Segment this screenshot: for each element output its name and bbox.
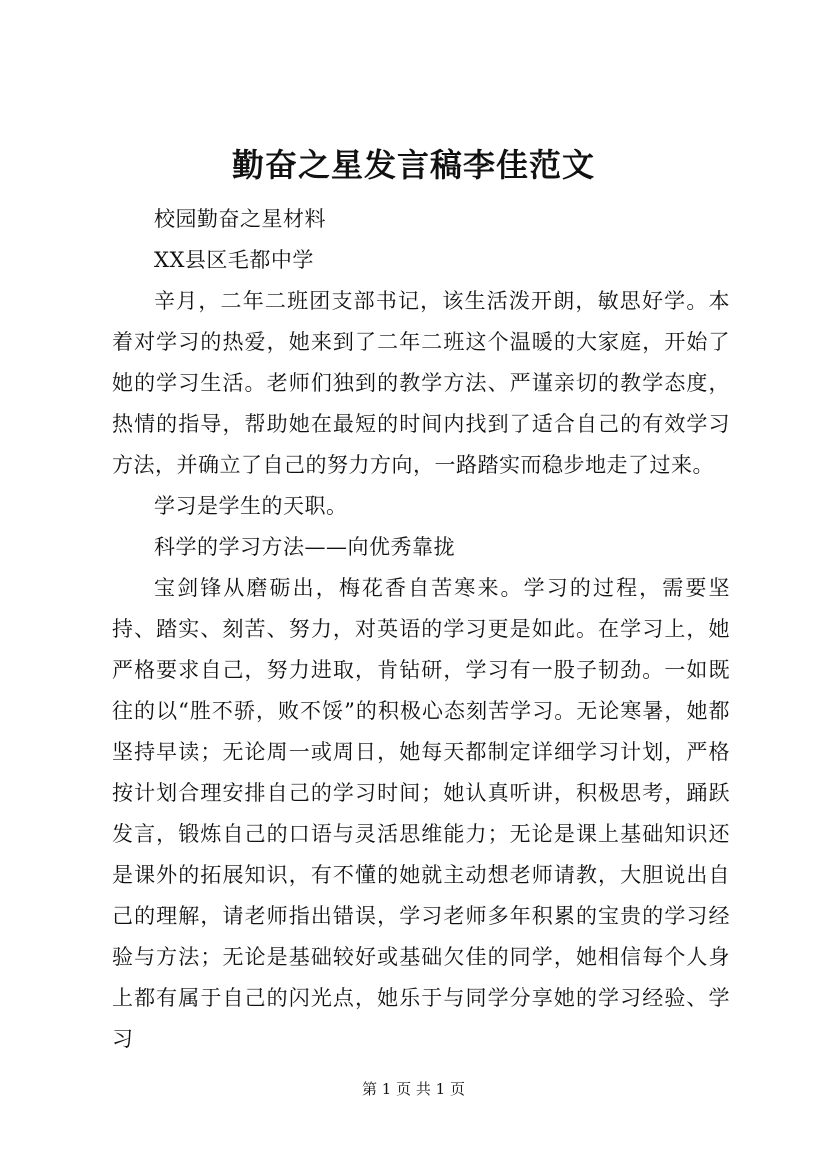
document-title: 勤奋之星发言稿李佳范文 — [231, 146, 595, 184]
document-body — [112, 199, 730, 1060]
paragraph-subtitle: 校园勤奋之星材料 — [154, 207, 326, 231]
page-number: 第 1 页 共 1 页 — [362, 1080, 465, 1098]
paragraph-duty: 学习是学生的天职。 — [154, 494, 348, 518]
paragraph-heading-method: 科学的学习方法——向优秀靠拢 — [154, 535, 455, 559]
paragraph-study-process: 宝剑锋从磨砺出，梅花香自苦寒来。学习的过程，需要坚持、踏实、刻苦、努力，对英语的学习更是如此。在学习上，她严格要求自己，努力进取，肯钻研，学习有一股子韧劲。一如既往的以“胜不骄，败不馁”的积极心态刻苦学习。无论寒暑，她都坚持早读；无论周一或周日，她每天都制定详细学习计划，严格按计划合理安排自己的学习时间；她认真听讲，积极思考，踊跃发言，锻炼自己的口语与灵活思维能力；无论是课上基础知识还是课外的拓展知识，有不懂的她就主动想老师请教，大胆说出自己的理解，请老师指出错误，学习老师多年积累的宝贵的学习经验与方法；无论是基础较好或基础欠佳的同学，她相信每个人身上都有属于自己的闪光点，她乐于与同学分享她的学习经验、学习 — [112, 576, 730, 1051]
paragraph-intro: 辛月，二年二班团支部书记，该生活泼开朗，敏思好学。本着对学习的热爱，她来到了二年二班这个温暖的大家庭，开始了她的学习生活。老师们独到的教学方法、严谨亲切的教学态度，热情的指导，帮助她在最短的时间内找到了适合自己的有效学习方法，并确立了自己的努力方向，一路踏实而稳步地走了过来。 — [112, 289, 730, 477]
paragraph-school: XX县区毛都中学 — [154, 248, 314, 272]
